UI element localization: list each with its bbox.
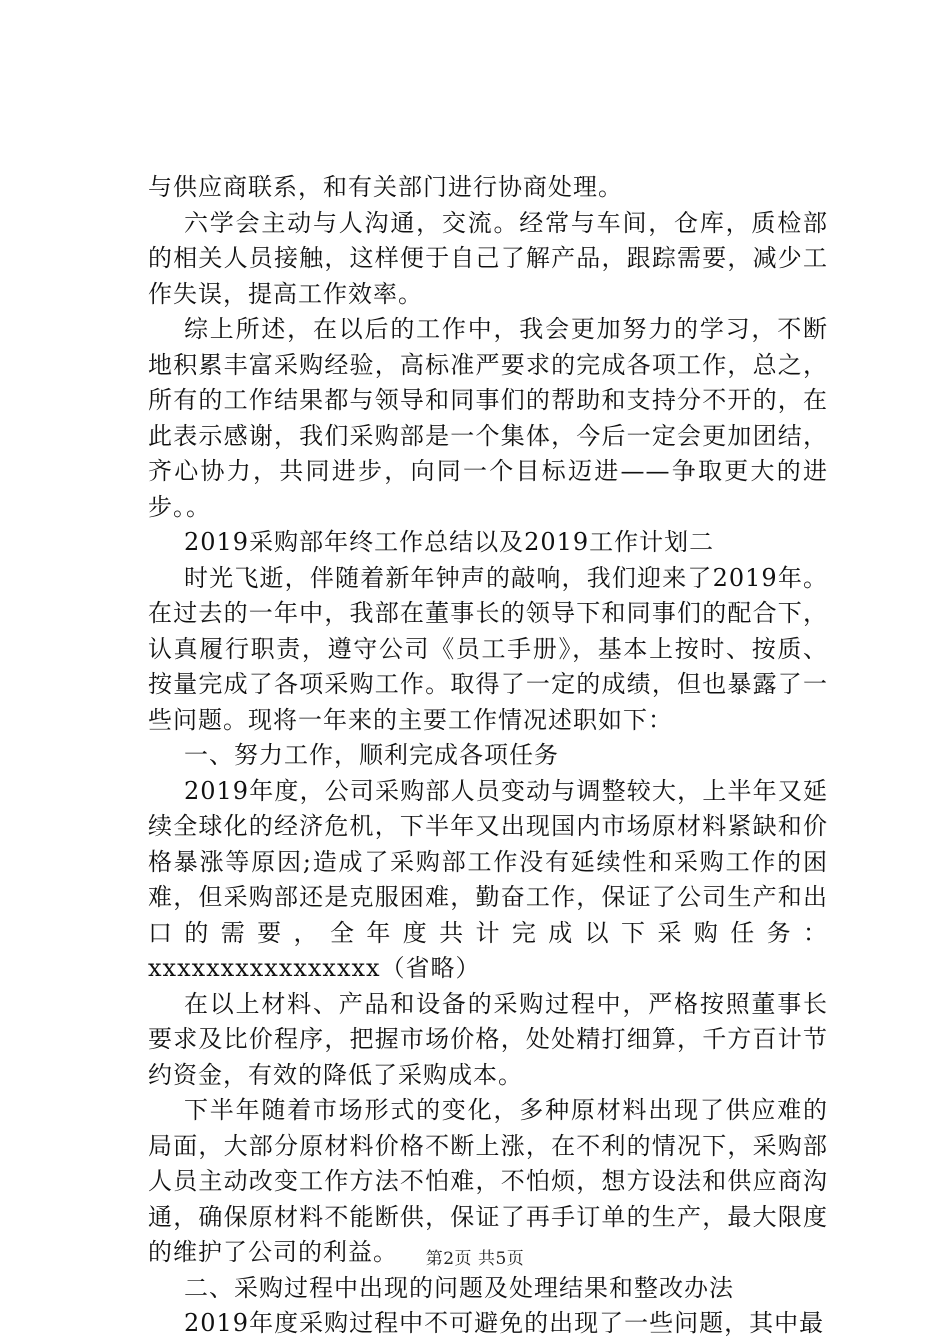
document-body	[148, 170, 828, 1342]
paragraph-continuation: 与供应商联系，和有关部门进行协商处理。	[148, 173, 623, 201]
paragraph-problems: 2019年度采购过程中不可避免的出现了一些问题，其中最	[184, 1309, 825, 1337]
paragraph-communication: 六学会主动与人沟通，交流。经常与车间，仓库，质检部的相关人员接触，这样便于自己了解产品，跟踪需要，减少工作失误，提高工作效率。	[148, 208, 828, 308]
section-title: 2019采购部年终工作总结以及2019工作计划二	[184, 528, 715, 556]
paragraph-intro: 时光飞逝，伴随着新年钟声的敲响，我们迎来了2019年。在过去的一年中，我部在董事长的领导下和同事们的配合下，认真履行职责，遵守公司《员工手册》，基本上按时、按质、按量完成了各项采购工作。取得了一定的成绩，但也暴露了一些问题。现将一年来的主要工作情况述职如下：	[148, 563, 828, 734]
page-footer: 第2页 共5页	[425, 1249, 525, 1269]
paragraph-tasks: 2019年度，公司采购部人员变动与调整较大，上半年又延续全球化的经济危机，下半年又出现国内市场原材料紧缺和价格暴涨等原因;造成了采购部工作没有延续性和采购工作的困难，但采购部还是克服困难，勤奋工作，保证了公司生产和出口的需要，全年度共计完成以下采购任务：xxxxxxxxxxxxxxxx（省略）	[148, 776, 828, 982]
paragraph-cost: 在以上材料、产品和设备的采购过程中，严格按照董事长要求及比价程序，把握市场价格，处处精打细算，千方百计节约资金，有效的降低了采购成本。	[148, 989, 828, 1089]
paragraph-summary: 综上所述，在以后的工作中，我会更加努力的学习，不断地积累丰富采购经验，高标准严要求的完成各项工作，总之，所有的工作结果都与领导和同事们的帮助和支持分不开的，在此表示感谢，我们采购部是一个集体，今后一定会更加团结，齐心协力，共同进步，向同一个目标迈进——争取更大的进步。。	[148, 315, 828, 521]
heading-two: 二、采购过程中出现的问题及处理结果和整改办法	[184, 1273, 734, 1302]
heading-one: 一、努力工作，顺利完成各项任务	[184, 741, 559, 769]
paragraph-market: 下半年随着市场形式的变化，多种原材料出现了供应难的局面，大部分原材料价格不断上涨，在不利的情况下，采购部人员主动改变工作方法不怕难，不怕烦，想方设法和供应商沟通，确保原材料不能断供，保证了再手订单的生产，最大限度的维护了公司的利益。	[148, 1096, 828, 1266]
